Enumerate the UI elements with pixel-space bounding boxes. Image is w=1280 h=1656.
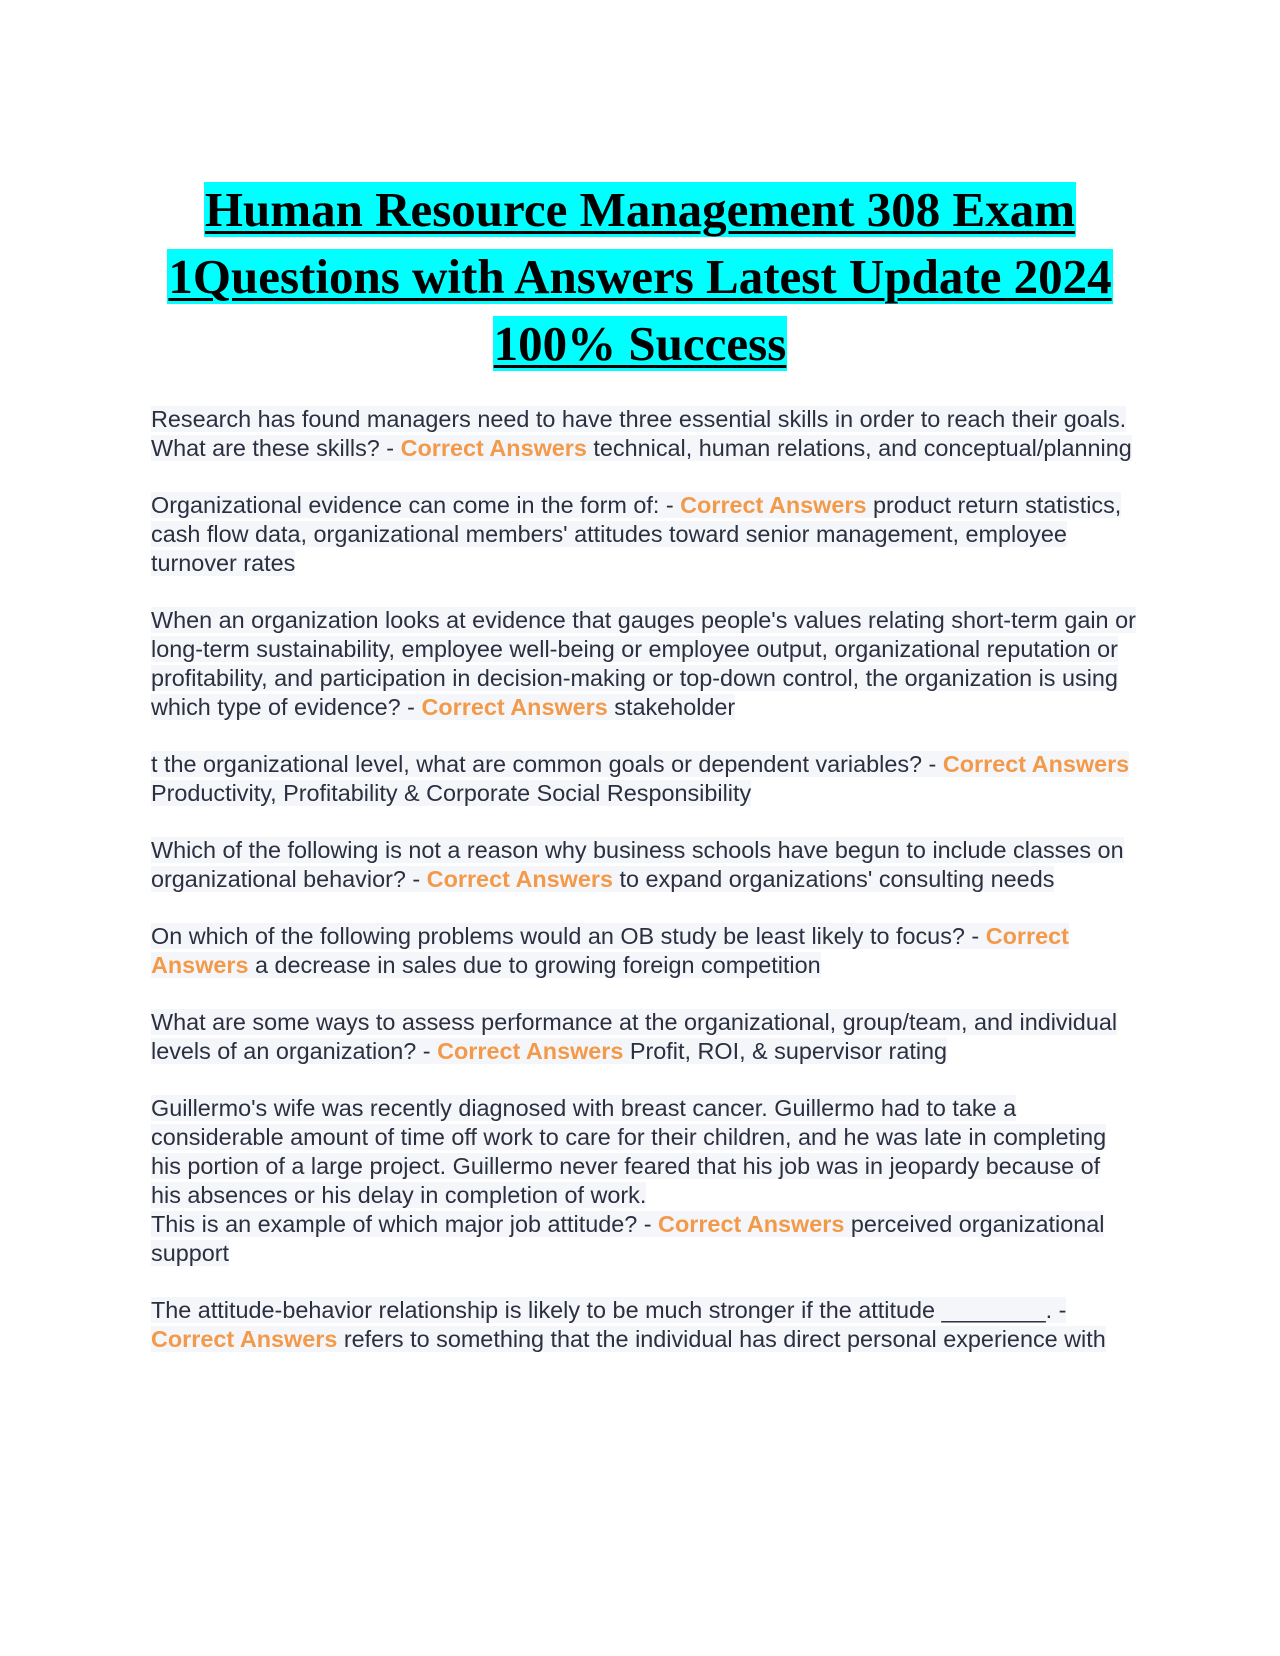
correct-answers-label: Correct Answers <box>437 1038 624 1064</box>
correct-answers-label: Correct Answers <box>151 1326 338 1352</box>
qa-item-3 <box>151 606 1136 722</box>
correct-answers-label: Correct Answers <box>151 923 1069 978</box>
answer-text: product return statistics, cash flow data, organizational members' attitudes toward senior management, employee turnover rates <box>151 492 1122 576</box>
qa-item-8 <box>151 1094 1136 1268</box>
question-text: Organizational evidence can come in the form of: - <box>151 492 681 518</box>
question-text: When an organization looks at evidence that gauges people's values relating short-term gain or long-term sustainability, employee well-being or employee output, organizational reputation or profitability, and participation in decision-making or top-down control, the organization is using which type of evidence? - <box>151 607 1136 720</box>
correct-answers-label: Correct Answers <box>942 751 1130 777</box>
answer-text: Profit, ROI, & supervisor rating <box>623 1038 948 1064</box>
qa-item-7 <box>151 1008 1136 1066</box>
answer-text: refers to something that the individual has direct personal experience with <box>337 1326 1106 1352</box>
title-line-1: Human Resource Management 308 Exam <box>204 182 1076 237</box>
title-line-3: 100% Success <box>493 316 787 371</box>
question-text: This is an example of which major job attitude? - <box>151 1211 659 1237</box>
correct-answers-label: Correct Answers <box>400 435 587 461</box>
question-text: The attitude-behavior relationship is likely to be much stronger if the attitude ________. - <box>151 1297 1067 1323</box>
answer-text: perceived organizational support <box>151 1211 1105 1266</box>
answer-text: Productivity, Profitability & Corporate Social Responsibility <box>151 780 752 806</box>
correct-answers-label: Correct Answers <box>426 866 613 892</box>
question-text: On which of the following problems would an OB study be least likely to focus? - <box>151 923 986 949</box>
answer-text: technical, human relations, and conceptual/planning <box>586 435 1132 461</box>
question-text: Research has found managers need to have three essential skills in order to reach their goals. What are these skills? - <box>151 406 1127 461</box>
qa-item-6 <box>151 922 1136 980</box>
question-text: t the organizational level, what are common goals or dependent variables? - <box>151 751 943 777</box>
answer-text: stakeholder <box>607 694 736 720</box>
correct-answers-label: Correct Answers <box>680 492 867 518</box>
qa-item-9 <box>151 1296 1136 1354</box>
qa-item-1 <box>151 405 1136 463</box>
correct-answers-label: Correct Answers <box>421 694 608 720</box>
document-title <box>140 176 1140 377</box>
qa-item-4 <box>151 750 1136 808</box>
correct-answers-label: Correct Answers <box>658 1211 845 1237</box>
answer-text: to expand organizations' consulting needs <box>613 866 1055 892</box>
qa-item-2 <box>151 491 1136 578</box>
question-text: What are some ways to assess performance at the organizational, group/team, and individual levels of an organization? - <box>151 1009 1118 1064</box>
qa-list <box>151 405 1136 1382</box>
answer-text: a decrease in sales due to growing foreign competition <box>248 952 821 978</box>
qa-item-5 <box>151 836 1136 894</box>
question-text: Which of the following is not a reason why business schools have begun to include classes on organizational behavior? - <box>151 837 1124 892</box>
title-line-2: 1Questions with Answers Latest Update 2024 <box>168 249 1112 304</box>
question-text: Guillermo's wife was recently diagnosed with breast cancer. Guillermo had to take a considerable amount of time off work to care for their children, and he was late in completing his portion of a large project. Guillermo never feared that his job was in jeopardy because of his absences or his delay in completion of work. <box>151 1095 1107 1208</box>
